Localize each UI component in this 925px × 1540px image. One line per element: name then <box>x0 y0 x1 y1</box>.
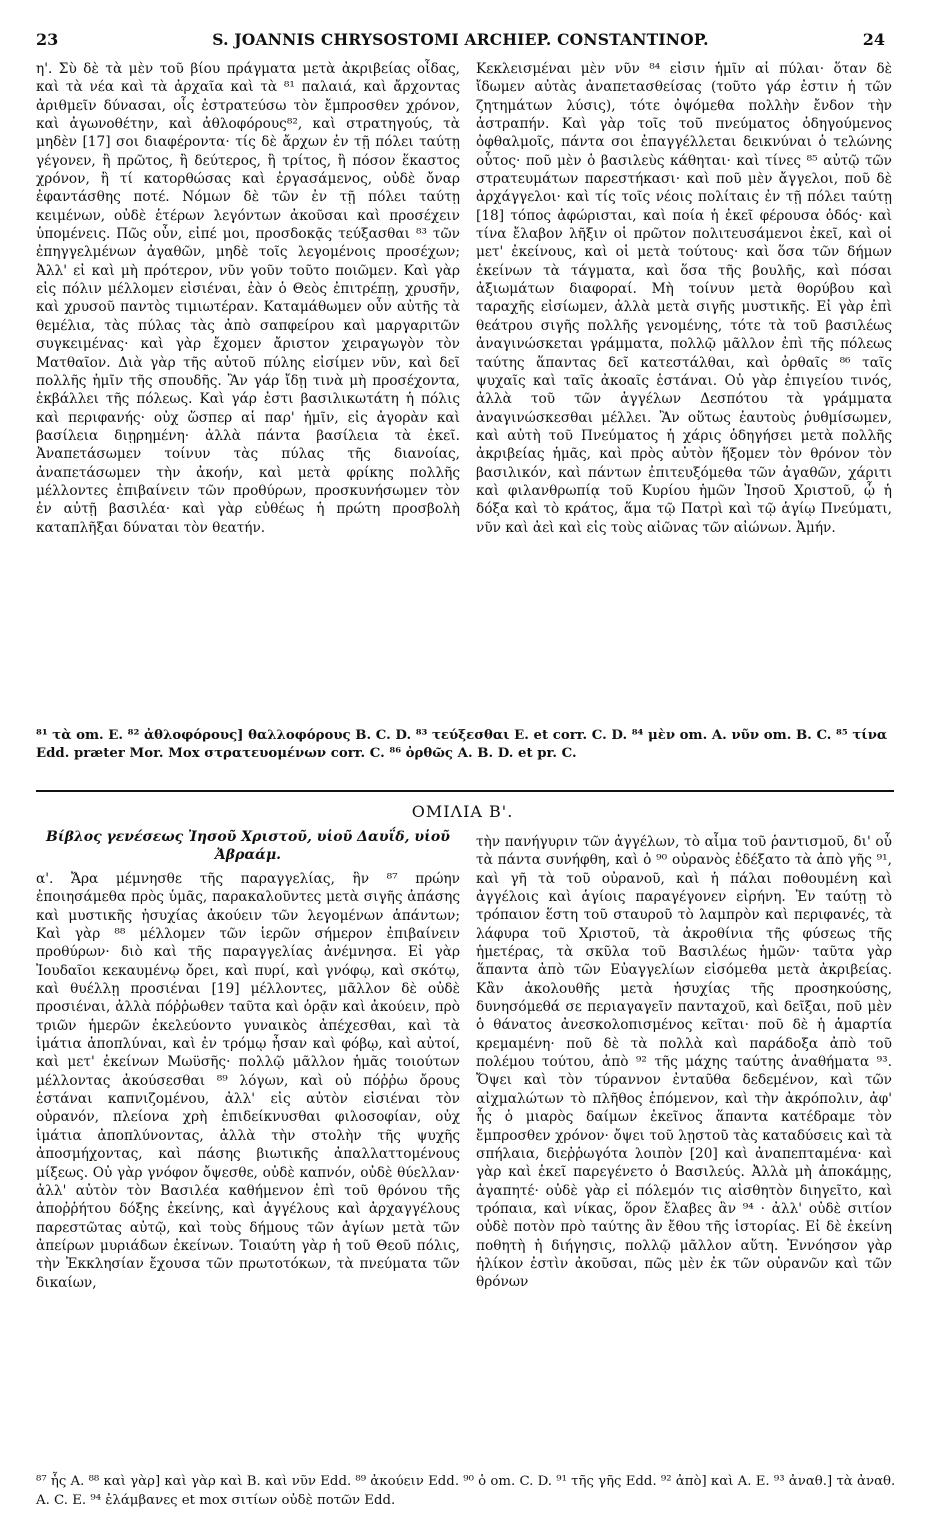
top-right-paragraph: Κεκλεισμέναι μὲν νῦν ⁸⁴ εἰσιν ἡμῖν αἱ πύλαι· ὅταν δὲ ἴδωμεν αὐτὰς ἀναπετασθείσας (τοῦτο γάρ ἐστιν ἡ τῶν ζητημάτων λύσις), τότε ὀψόμεθα πολλὴν ἔνδον τὴν ἀστραπήν. Καὶ γὰρ τοῖς τοῦ πνεύματος ὀδηγούμενος ὀφθαλμοῖς, πάντα σοι ἐπαγγέλλεται δεικνύναι ὁ τελώνης οὗτος· ποῦ μὲν ὁ βασιλεὺς κάθηται· καὶ τίνες ⁸⁵ αὐτῷ τῶν στρατευμάτων παρεστήκασι· καὶ ποῦ μὲν ἄγγελοι, ποῦ δὲ ἀρχάγγελοι· καὶ τίς τοῖς νέοις πολίταις ἐν τῇ πόλει ταύτῃ [18] τόπος ἀφώρισται, καὶ ποία ἡ ἐκεῖ φέρουσα ὁδός· καὶ τίνα ἔλαβον λῆξιν οἱ πρῶτον πολιτευσάμενοι ἐκεῖ, καὶ οἱ μετ' ἐκείνους, καὶ οἱ μετὰ τούτους· καὶ ὅσα τῶν δήμων ἐκείνων τὰ τάγματα, καὶ ὅσα τῆς βουλῆς, καὶ πόσαι ἀξιωμάτων διαφοραί. Μὴ τοίνυν μετὰ θορύβου καὶ ταραχῆς εἰσίωμεν, ἀλλὰ μετὰ σιγῆς μυστικῆς. Εἰ γὰρ ἐπὶ θεάτρου σιγῆς πολλῆς γενομένης, τότε τὰ τοῦ βασιλέως ἀναγινώσκεται γράμματα, πολλῷ μᾶλλον ἐπὶ τῆς πόλεως ταύτης ἅπαντας δεῖ κατεστάλθαι, καὶ ὀρθαῖς ⁸⁶ ταῖς ψυχαῖς καὶ ταῖς ἀκοαῖς ἑστάναι. Οὐ γὰρ ἐπιγείου τινός, ἀλλὰ τοῦ τῶν ἀγγέλων Δεσπότου τὰ γράμματα ἀναγινώσκεσθαι μέλλει. Ἂν οὕτως ἑαυτοὺς ῥυθμίσωμεν, καὶ αὐτὴ τοῦ Πνεύματος ἡ χάρις ὁδηγήσει μετὰ πολλῆς ἀκριβείας ἡμᾶς, καὶ πρὸς αὐτὸν ἥξομεν τὸν θρόνον τὸν βασιλικόν, καὶ πάντων ἐπιτευξόμεθα τῶν ἀγαθῶν, χάριτι καὶ φιλανθρωπίᾳ τοῦ Κυρίου ἡμῶν Ἰησοῦ Χριστοῦ, ᾧ ἡ δόξα καὶ τὸ κράτος, ἅμα τῷ Πατρὶ καὶ τῷ ἁγίῳ Πνεύματι, νῦν καὶ ἀεὶ καὶ εἰς τοὺς αἰῶνας τῶν αἰώνων. Ἀμήν. <box>476 61 892 536</box>
top-left-paragraph: η'. Σὺ δὲ τὰ μὲν τοῦ βίου πράγματα μετὰ ἀκριβείας οἶδας, καὶ τὰ νέα καὶ τὰ ἀρχαῖα καὶ τὰ ⁸¹ παλαιά, καὶ ἄρχοντας ἀριθμεῖν δύνασαι, οἷς ἐστρατεύσω τὸν ἔμπροσθεν χρόνον, καὶ ἀγωνοθέτην, καὶ ἀθλοφόρους⁸², καὶ στρατηγούς, τὰ μηδὲν [17] σοι διαφέροντα· τίς δὲ ἄρχων ἐν τῇ πόλει ταύτῃ γέγονεν, ἢ πρῶτος, ἢ δεύτερος, ἢ τρίτος, ἢ πόσον ἕκαστος χρόνον, ἢ τί κατορθώσας καὶ ἐργασάμενος, οὐδὲ ὄναρ ἐφαντάσθης ποτέ. Νόμων δὲ τῶν ἐν τῇ πόλει ταύτῃ κειμένων, οὐδὲ ἑτέρων λεγόντων ἀκοῦσαι καὶ προσέχειν ὑπομένεις. Πῶς οὖν, εἰπέ μοι, προσδοκᾷς τεύξασθαι ⁸³ τῶν ἐπηγγελμένων ἀγαθῶν, μηδὲ τοῖς λεγομένοις προσέχων; Ἀλλ' εἰ καὶ μὴ πρότερον, νῦν γοῦν τοῦτο ποιῶμεν. Καὶ γὰρ εἰς πόλιν μέλλομεν εἰσιέναι, ἐὰν ὁ Θεὸς ἐπιτρέπῃ, χρυσῆν, καὶ χρυσοῦ παντὸς τιμιωτέραν. Καταμάθωμεν οὖν αὐτῆς τὰ θεμέλια, τὰς πύλας τὰς ἀπὸ σαπφείρου καὶ μαργαριτῶν συγκειμένας· καὶ γὰρ ἔχομεν ἄριστον χειραγωγὸν τὸν Ματθαῖον. Διὰ γὰρ τῆς αὐτοῦ πύλης εἰσίμεν νῦν, καὶ δεῖ πολλῆς ἡμῖν τῆς σπουδῆς. Ἂν γάρ ἴδῃ τινὰ μὴ προσέχοντα, ἐκβάλλει τῆς πόλεως. Καὶ γάρ ἐστι βασιλικωτάτη ἡ πόλις καὶ περιφανής· οὐχ ὥσπερ αἱ παρ' ἡμῖν, εἰς ἀγορὰν καὶ βασίλεια διῃρημένη· ἀλλὰ πάντα βασίλεια τὰ ἐκεῖ. Ἀναπετάσωμεν τοίνυν τὰς πύλας τῆς διανοίας, ἀναπετάσωμεν τὴν ἀκοήν, καὶ μετὰ φρίκης πολλῆς μέλλοντες ἐπιβαίνειν τῶν προθύρων, προσκυνήσωμεν τὸν ἐν αὐτῇ βασιλέα· καὶ γὰρ εὐθέως ἡ πρώτη προσβολὴ καταπλῆξαι δύναται τὸν θεατήν. <box>36 61 460 536</box>
bottom-right-paragraph: τὴν πανήγυριν τῶν ἀγγέλων, τὸ αἷμα τοῦ ῥαντισμοῦ, δι' οὗ τὰ πάντα συνήφθη, καὶ ὁ ⁹⁰ οὐρανὸς ἐδέξατο τὰ ἀπὸ γῆς ⁹¹, καὶ γῆ τὰ τοῦ οὐρανοῦ, καὶ ἡ πάλαι ποθουμένη καὶ ἀγγέλοις καὶ ἁγίοις παραγέγονεν εἰρήνη. Ἐν ταύτῃ τὸ τρόπαιον ἕστη τοῦ σταυροῦ τὸ λαμπρὸν καὶ περιφανές, τὰ λάφυρα τοῦ Χριστοῦ, τὰ ἀκροθίνια τῆς φύσεως τῆς ἡμετέρας, τὰ σκῦλα τοῦ Βασιλέως ἡμῶν· ταῦτα γὰρ ἅπαντα ἀπὸ τῶν Εὐαγγελίων εἰσόμεθα μετὰ ἀκριβείας. Κἂν ἀκολουθῆς μετὰ ἡσυχίας τῆς προσηκούσης, δυνησόμεθά σε περιαγαγεῖν πανταχοῦ, καὶ δεῖξαι, ποῦ μὲν ὁ θάνατος ἀνεσκολοπισμένος κεῖται· ποῦ δὲ ἡ ἁμαρτία κρεμαμένη· ποῦ δὲ τὰ πολλὰ καὶ παράδοξα ἀπὸ τοῦ πολέμου τούτου, ἀπὸ ⁹² τῆς μάχης ταύτης ἀναθήματα ⁹³. Ὄψει καὶ τὸν τύραννον ἐνταῦθα δεδεμένον, καὶ τῶν αἰχμαλώτων τὸ πλῆθος ἑπόμενον, καὶ τὴν ἀκρόπολιν, ἀφ' ἧς ὁ μιαρὸς δαίμων ἐκεῖνος ἅπαντα κατέδραμε τὸν ἔμπροσθεν χρόνον· ὄψει τοῦ λῃστοῦ τὰς καταδύσεις καὶ τὰ σπήλαια, διεῤῥωγότα λοιπὸν [20] καὶ ἀναπεπταμένα· καὶ γὰρ καὶ ἐκεῖ παρεγένετο ὁ Βασιλεύς. Ἀλλὰ μὴ ἀποκάμῃς, ἀγαπητέ· οὐδὲ γὰρ εἰ πόλεμόν τις αἰσθητὸν διηγεῖτο, καὶ τρόπαια, καὶ νίκας, ὅρον ἔλαβες ἂν ⁹⁴ · ἀλλ' οὐδὲ σιτίον οὐδὲ ποτὸν πρὸ ταύτης ἂν ἔθου τῆς ἱστορίας. Εἰ δὲ ἐκείνη ποθητὴ ἡ διήγησις, πολλῷ μᾶλλον αὕτη. Ἐννόησον γὰρ ἡλίκον ἐστὶν ἀκοῦσαι, πῶς μὲν ἐκ τῶν οὐρανῶν καὶ τῶν θρόνων <box>476 834 892 1291</box>
page-number-right: 24 <box>862 30 885 49</box>
page-header <box>36 30 885 60</box>
top-left-column <box>36 60 460 537</box>
bottom-left-column <box>36 870 460 1292</box>
section-divider <box>36 790 894 792</box>
top-right-column <box>476 60 892 537</box>
footnotes-bottom: ⁸⁷ ἧς A. ⁸⁸ καὶ γὰρ] καὶ γὰρ καὶ B. καὶ νῦν Edd. ⁸⁹ ἀκούειν Edd. ⁹⁰ ὁ om. C. D. ⁹¹ τῆς γῆς Edd. ⁹² ἀπὸ] καὶ A. E. ⁹³ ἀναθ.] τὰ ἀναθ. A. C. E. ⁹⁴ ἐλάμβανες et mox σιτίων οὐδὲ ποτῶν Edd. <box>36 1474 896 1508</box>
bottom-right-column <box>476 833 892 1292</box>
lemma-verse: Βίβλος γενέσεως Ἰησοῦ Χριστοῦ, υἱοῦ Δαυΐδ, υἱοῦ Ἀβραάμ. <box>46 829 450 863</box>
bottom-left-paragraph: α'. Ἄρα μέμνησθε τῆς παραγγελίας, ἣν ⁸⁷ πρώην ἐποιησάμεθα πρὸς ὑμᾶς, παρακαλοῦντες μετὰ σιγῆς ἁπάσης καὶ μυστικῆς ἡσυχίας ἀκούειν τῶν λεγομένων ἁπάντων; Καὶ γὰρ ⁸⁸ μέλλομεν τῶν ἱερῶν σήμερον ἐπιβαίνειν προθύρων· διὸ καὶ τῆς παραγγελίας ἀνέμνησα. Εἰ γὰρ Ἰουδαῖοι κεκαυμένῳ ὄρει, καὶ πυρί, καὶ γνόφῳ, καὶ σκότῳ, καὶ θυέλλῃ προσιέναι [19] μέλλοντες, μᾶλλον δὲ οὐδὲ προσιέναι, ἀλλὰ πόῤῥωθεν ταῦτα καὶ ὁρᾷν καὶ ἀκούειν, πρὸ τριῶν ἡμερῶν ἐκελεύοντο γυναικὸς ἀπέχεσθαι, καὶ τὰ ἱμάτια ἀποπλύναι, καὶ ἐν τρόμῳ ἦσαν καὶ φόβῳ, καὶ αὐτοί, καὶ μετ' ἐκείνων Μωϋσῆς· πολλῷ μᾶλλον ἡμᾶς τοιούτων μέλλοντας ἀκούσεσθαι ⁸⁹ λόγων, καὶ οὐ πόῤῥω ὄρους ἑστάναι καπνιζομένου, ἀλλ' εἰς αὐτὸν εἰσιέναι τὸν οὐρανόν, πλείονα χρὴ ἐπιδείκνυσθαι φιλοσοφίαν, οὐχ ἱμάτια ἀποπλύνοντας, ἀλλὰ τὴν στολὴν τῆς ψυχῆς ἀποσμήχοντας, καὶ πάσης βιωτικῆς ἀπαλλαττομένους μίξεως. Οὐ γὰρ γνόφον ὄψεσθε, οὐδὲ καπνόν, οὐδὲ θύελλαν· ἀλλ' αὐτὸν τὸν Βασιλέα καθήμενον ἐπὶ τοῦ θρόνου τῆς ἀποῤῥήτου δόξης ἐκείνης, καὶ ἀγγέλους καὶ ἀρχαγγέλους παρεστῶτας αὐτῷ, καὶ τοὺς δήμους τῶν ἁγίων μετὰ τῶν ἀπείρων μυριάδων ἐκείνων. Τοιαύτη γὰρ ἡ τοῦ Θεοῦ πόλις, τὴν Ἐκκλησίαν ἔχουσα τῶν πρωτοτόκων, τὰ πνεύματα τῶν δικαίων, <box>36 871 460 1291</box>
homily-title: ΟΜΙΛΙΑ Β'. <box>411 802 514 821</box>
footnotes-top: ⁸¹ τὰ om. E. ⁸² ἀθλοφόρους] θαλλοφόρους B. C. D. ⁸³ τεύξεσθαι E. et corr. C. D. ⁸⁴ μὲν om. A. νῦν om. B. C. ⁸⁵ τίνα Edd. præter Mor. Mox στρατευομένων corr. C. ⁸⁶ ὀρθῶς A. B. D. et pr. C. <box>36 728 888 761</box>
page-number-left: 23 <box>36 30 59 49</box>
running-title: S. JOANNIS CHRYSOSTOMI ARCHIEP. CONSTANTINOP. <box>212 30 709 49</box>
